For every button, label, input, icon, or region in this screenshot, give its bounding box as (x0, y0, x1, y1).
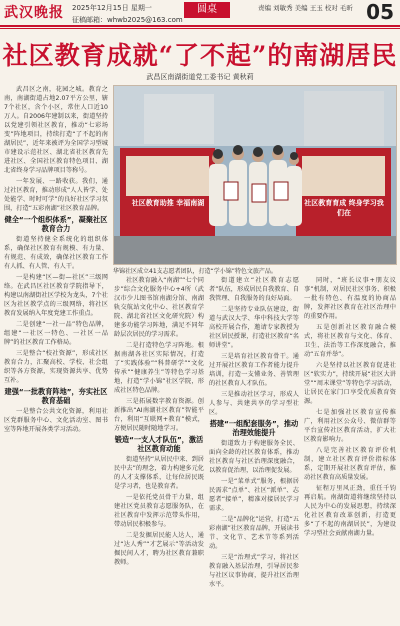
section-heading: 锻造“一支人才队伍”，激活社区教育动能 (114, 435, 204, 453)
article-byline: 武昌区南湖街道党工委书记 黄秋莉 (146, 73, 254, 81)
paragraph: 一是依托党员骨干力量，组建社区党员教育志愿服务队，在社区教育中发挥示范带头作用，带动居民积极参与。 (114, 494, 204, 528)
submission-email: 征稿邮箱：whwb2025@163.com (72, 16, 183, 24)
paragraph: 征程万里风正劲，重任千钧再启航。南湖街道将继续坚持以人民为中心的发展思想，持续深化社区教育改革创新，打造更多“了不起的南湖居民”，为建设学习型社会贡献南湖力量。 (304, 485, 396, 537)
header-divider (0, 25, 400, 27)
paragraph: 街道坚持健全系统化的组织体系，确保社区教育有规模、有力量、有规范、有成效，确保社区教育工作有人抓、有人管、有人干。 (4, 236, 108, 270)
section-heading: 健全“一个组织体系”，凝聚社区教育合力 (4, 215, 108, 233)
paragraph: 同时，“班长议事+朋友议事”机制，对居民社区事务、积极一批有特色、有温度的协商品牌，发挥社区教育在社区治理中的重要作用。 (304, 277, 396, 320)
article-column-3 (209, 276, 299, 623)
paragraph: 二是坚持专业队伍建设，街道与武汉大学、华中科技大学等高校开展合作，邀请专家教授为社区居民授课，打造社区教育“名师讲堂”。 (209, 306, 299, 349)
issue-date: 2025年12月15日 星期一 (72, 4, 152, 12)
section-heading: 搭建“一组配套服务”，推动治理效能提升 (209, 419, 299, 437)
paragraph: 六是坚持以社区教育促进社区“软实力”，持续开展“社区大讲堂”“周末课堂”等特色学习活动，让居民在家门口享受优质教育资源。 (304, 362, 396, 405)
paragraph: 社区教育融入“南湖”“七个同步”综合文化服务中心+4所（武汉市少儿图书馆南湖分馆、南湖轨交航站文化中心、社区教育学院、湖北省社区文化研究院）构建多功能学习阵地，满足不同年龄层次居民的学习需求。 (114, 277, 204, 338)
paragraph: 街道致力于构建服务全民、面向全龄的社区教育体系，推动社区教育与社区治理深度融合，以教育促治理，以治理促发展。 (209, 440, 299, 474)
article-photo (113, 85, 397, 265)
paragraph: 一年发展、一路收获。我们，通过社区教育，推动形成“人人皆学、处处能学、时时可学”的良好社区学习氛围，打造“五彩南湖”社区教育品牌。 (4, 178, 108, 212)
section-heading: 建强“一批教育阵地”，夯实社区教育基础 (4, 387, 108, 405)
article-column-1 (4, 85, 108, 623)
paragraph: 街道坚持“从居民中来、到居民中去”的理念，着力构建多元化的人才支撑体系，让每位居民既是学习者，也是教育者。 (114, 456, 204, 490)
paragraph: 二是发掘居民能人达人，通过“达人秀”“才艺展示”等活动发掘民间人才，聘为社区教育兼职教师。 (114, 532, 204, 566)
banner-right-text: 社区教育育成 终身学习我们在 (304, 199, 384, 217)
header-divider-thin (0, 28, 400, 29)
paragraph: 三是培育社区教育骨干。通过开展社区教育工作者能力提升培训，打造一支懂业务、善管理的社区教育人才队伍。 (209, 353, 299, 387)
paragraph: 三是推动社区学习，形成人人参与、共建共享的学习型社区。 (209, 391, 299, 416)
paragraph: 二是创建“一社一品”特色品牌，组建“一社区一特色、一社区一品牌”的社区教育工作格局。 (4, 321, 108, 346)
paragraph: 三是整合“校社资源”，形成社区教育合力，汇聚高校、学校、社会组织等各方资源，实现资源共享、优势互补。 (4, 350, 108, 384)
photo-illustration (114, 86, 396, 264)
paragraph: 三是拓展数字教育资源。创新推出“AI南湖社区教育”智能平台，利用“互联网+教育”模式，方便居民随时随地学习。 (114, 398, 204, 432)
paragraph: 一是整合公共文化资源，利用社区党群服务中心、文化活动室、图书室等阵地开展各类学习活动。 (4, 408, 108, 433)
paragraph: 二是打造特色学习阵地。根据南湖各社区实际情况，打造了“实践体验”“科普研学”“文化传承”“健康养生”等特色学习基地，打造“学小锦”社区学院，形成社区特色品牌。 (114, 342, 204, 394)
banner-left-text: 社区教育助推 幸福南湖 (131, 199, 205, 207)
article-column-4 (304, 276, 396, 623)
article-column-2 (114, 276, 204, 623)
photo-caption: 华锦社区成立41支志愿者团队，打造“学小锦”特色文旅产品。 (113, 268, 277, 275)
article-headline: 社区教育成就“了不起”的南湖居民 (2, 41, 398, 70)
column-name: 圆桌 (184, 2, 230, 18)
paragraph: 武昌区之南，花园之城。教育之南，南湖街道占地2.07平方公里，辖7个社区，含个小区，常住人口近10万人。自2006年建制以来，街道坚持以党建引领社区教育，推动“七彩场变”阵地项目，持续打造“了不起的南湖居民”，近年来被评为全国学习型城市建设示范社区、湖北省社区教育先进社区、全国社区教育特色项目、湖北省终身学习品牌项目等称号。 (4, 86, 108, 174)
newspaper-logo: 武汉晚报 (4, 5, 64, 21)
masthead (0, 0, 400, 36)
paragraph: 一是构建“区—街—社区”三级网络。在武昌区社区教育学院指导下，构建以南湖街社区学校为龙头，7个社区为社区教学点的三级网络，将社区教育发展纳入年度党建工作重点。 (4, 274, 108, 317)
paragraph: 二是“品牌化”运营，打造“五彩南湖”社区教育品牌，开展读书节、文化节、艺术节等系列活动。 (209, 516, 299, 550)
paragraph: 一是“菜单式”服务，根据居民需求“点单”、社区“派单”、志愿者“接单”，精准对接居民学习需求。 (209, 478, 299, 512)
page-number: 05 (366, 0, 394, 24)
paragraph: 三是“治理式”学习，将社区教育融入基层治理，引导居民参与社区议事协商，提升社区治理水平。 (209, 554, 299, 588)
paragraph: 七是加强社区教育宣传推广，利用社区公众号、微信群等平台宣传社区教育活动，扩大社区教育影响力。 (304, 409, 396, 443)
paragraph: 五是创新社区教育融合模式，将社区教育与文化、体育、卫生、法治等工作深度融合，推动“五育并举”。 (304, 324, 396, 358)
editor-credits: 责编 刘敏秀 美编 王玉 校对 毛昕 (258, 4, 353, 12)
paragraph: 街道建立“社区教育志愿者”队伍，形成居民自我教育、自我管理、自我服务的良好局面。 (209, 277, 299, 302)
paragraph: 八是完善社区教育评价机制，建立社区教育评价指标体系，定期开展社区教育评估，推动社区教育高质量发展。 (304, 447, 396, 481)
